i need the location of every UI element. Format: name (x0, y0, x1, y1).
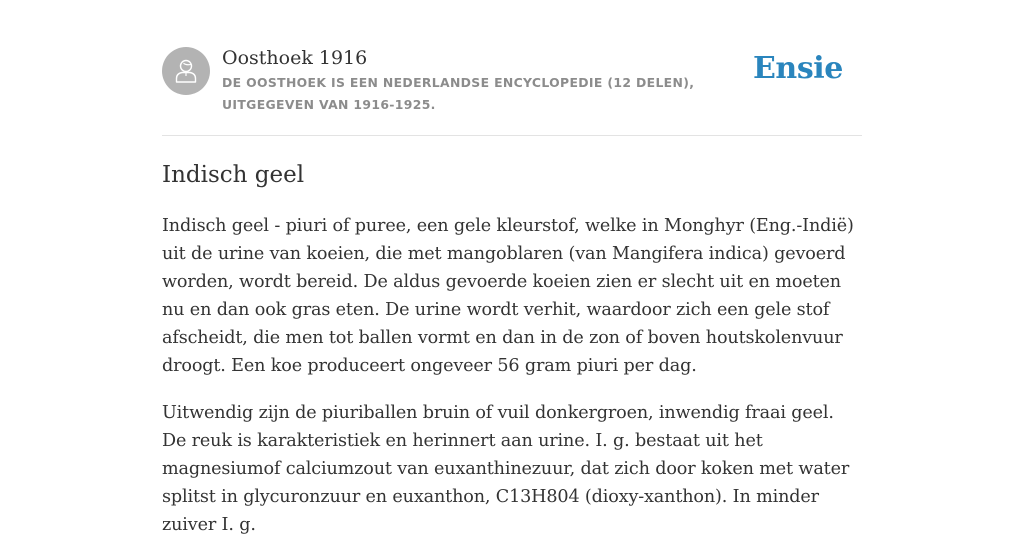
article-body (162, 212, 862, 558)
source-header (162, 0, 862, 136)
source-title[interactable]: Oosthoek 1916 (222, 47, 368, 69)
source-description: DE OOSTHOEK IS EEN NEDERLANDSE ENCYCLOPEDIE (12 DELEN), UITGEGEVEN VAN 1916-1925. (222, 75, 695, 112)
article-title: Indisch geel (162, 162, 305, 188)
ensie-logo[interactable]: Ensie (752, 51, 843, 86)
article-paragraph-1: Indisch geel - piuri of puree, een gele kleurstof, welke in Monghyr (Eng.-Indië) uit de urine van koeien, die met mangoblaren (van Mangifera indica) gevoerd worden, wordt bereid. De aldus gevoerde koeien zien er slecht uit en moeten nu en dan ook gras eten. De urine wordt verhit, waardoor zich een gele stof afscheidt, die men tot ballen vormt en dan in de zon of boven houtskolenvuur droogt. Een koe produceert ongeveer 56 gram piuri per dag. (162, 216, 854, 376)
user-icon (171, 56, 201, 86)
source-avatar[interactable] (162, 47, 210, 95)
page-container (162, 0, 862, 535)
article-paragraph-2: Uitwendig zijn de piuriballen bruin of vuil donkergroen, inwendig fraai geel. De reuk is karakteristiek en herinnert aan urine. I. g. bestaat uit het magnesiumof calciumzout van euxanthinezuur, dat zich door koken met water splitst in glycuronzuur en euxanthon, C13H804 (dioxy-xanthon). In minder zuiver I. g. (162, 403, 850, 535)
